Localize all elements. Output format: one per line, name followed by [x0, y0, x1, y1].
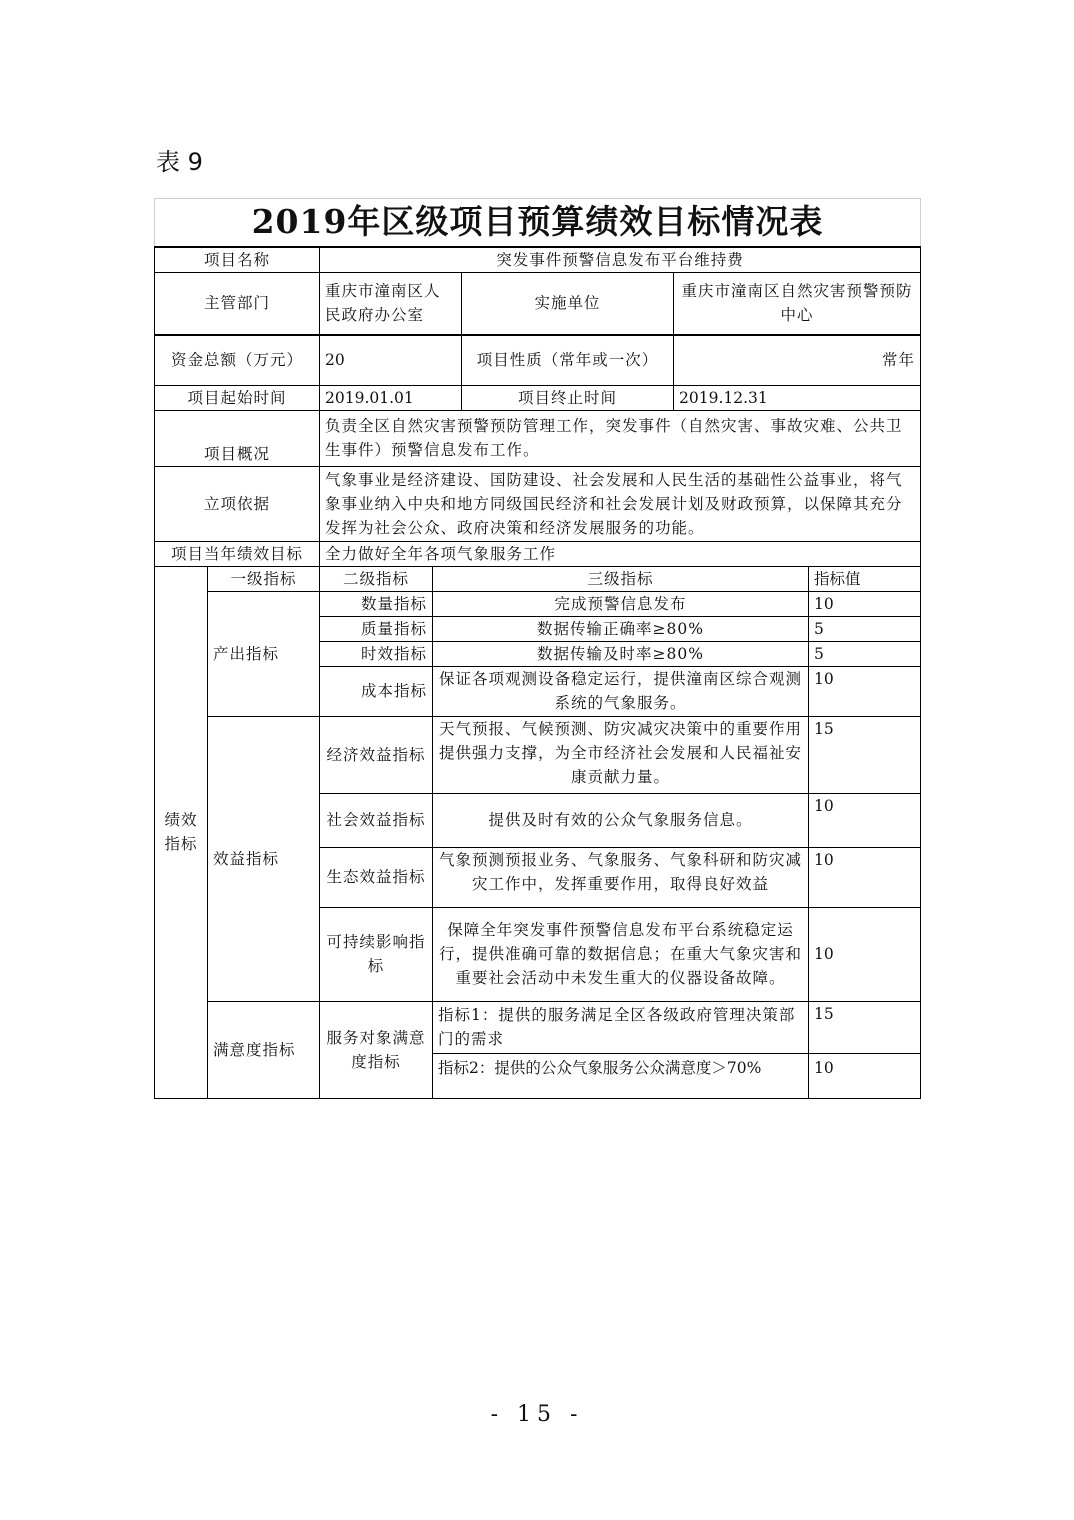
table-row-value: 5: [809, 616, 921, 641]
start-label: 项目起始时间: [155, 385, 320, 410]
performance-table: [154, 198, 921, 1099]
header-level1: 一级指标: [208, 566, 320, 591]
table-row-l3: 完成预警信息发布: [433, 591, 809, 616]
table-row-value: 10: [809, 907, 921, 1001]
goal-value: 全力做好全年各项气象服务工作: [320, 541, 921, 566]
basis-label: 立项依据: [155, 466, 320, 541]
table-row-value: 10: [809, 591, 921, 616]
project-name-label: 项目名称: [155, 247, 320, 273]
table-row-l3: 保证各项观测设备稳定运行，提供潼南区综合观测系统的气象服务。: [433, 666, 809, 716]
table-row-l3: 指标1：提供的服务满足全区各级政府管理决策部门的需求: [433, 1001, 809, 1053]
table-row-l3: 保障全年突发事件预警信息发布平台系统稳定运行，提供准确可靠的数据信息；在重大气象灾害和重要社会活动中未发生重大的仪器设备故障。: [433, 907, 809, 1001]
table-row-l2: 时效指标: [320, 641, 433, 666]
impl-label: 实施单位: [462, 272, 674, 335]
table-row-value: 10: [809, 847, 921, 907]
satisfaction-l2: 服务对象满意度指标: [320, 1001, 433, 1098]
page-number: - 15 -: [490, 1402, 584, 1427]
perf-indicator-label: 绩效指标: [155, 566, 208, 1098]
basis-value: 气象事业是经济建设、国防建设、社会发展和人民生活的基础性公益事业，将气象事业纳入中央和地方同级国民经济和社会发展计划及财政预算，以保障其充分发挥为社会公众、政府决策和经济发展服务的功能。: [320, 466, 921, 541]
table-row-value: 15: [809, 1001, 921, 1053]
group-satisfaction-label: 满意度指标: [208, 1001, 320, 1098]
table-title: 2019年区级项目预算绩效目标情况表: [155, 199, 921, 247]
table-row-value: 5: [809, 641, 921, 666]
end-value: 2019.12.31: [674, 385, 921, 410]
dept-label: 主管部门: [155, 272, 320, 335]
table-row-l2: 社会效益指标: [320, 793, 433, 847]
table-row-l2: 可持续影响指标: [320, 907, 433, 1001]
table-row-l3: 气象预测预报业务、气象服务、气象科研和防灾减灾工作中，发挥重要作用，取得良好效益: [433, 847, 809, 907]
table-row-value: 10: [809, 1053, 921, 1098]
table-row-l2: 经济效益指标: [320, 716, 433, 793]
group-benefit-label: 效益指标: [208, 716, 320, 1001]
goal-label: 项目当年绩效目标: [155, 541, 320, 566]
table-row-l2: 质量指标: [320, 616, 433, 641]
table-row-l2: 成本指标: [320, 666, 433, 716]
impl-value: 重庆市潼南区自然灾害预警预防中心: [674, 272, 921, 335]
table-row-value: 10: [809, 666, 921, 716]
table-row-l3: 数据传输及时率≥80%: [433, 641, 809, 666]
end-label: 项目终止时间: [462, 385, 674, 410]
overview-value: 负责全区自然灾害预警预防管理工作，突发事件（自然灾害、事故灾难、公共卫生事件）预警信息发布工作。: [320, 410, 921, 466]
dept-value: 重庆市潼南区人民政府办公室: [320, 272, 462, 335]
page-label: 表 9: [156, 148, 203, 176]
header-level2: 二级指标: [320, 566, 433, 591]
table-row-l2: 生态效益指标: [320, 847, 433, 907]
header-level3: 三级指标: [433, 566, 809, 591]
table-row-l3: 提供及时有效的公众气象服务信息。: [433, 793, 809, 847]
funds-value: 20: [320, 335, 462, 385]
start-value: 2019.01.01: [320, 385, 462, 410]
group-output-label: 产出指标: [208, 591, 320, 716]
table-row-l2: 数量指标: [320, 591, 433, 616]
nature-label: 项目性质（常年或一次）: [462, 335, 674, 385]
table-row-l3: 指标2：提供的公众气象服务公众满意度＞70%: [433, 1053, 809, 1098]
table-row-value: 10: [809, 793, 921, 847]
nature-value: 常年: [674, 335, 921, 385]
table-row-value: 15: [809, 716, 921, 793]
header-value: 指标值: [809, 566, 921, 591]
table-row-l3: 天气预报、气候预测、防灾减灾决策中的重要作用提供强力支撑，为全市经济社会发展和人民福祉安康贡献力量。: [433, 716, 809, 793]
table-row-l3: 数据传输正确率≥80%: [433, 616, 809, 641]
funds-label: 资金总额（万元）: [155, 335, 320, 385]
overview-label: 项目概况: [155, 410, 320, 466]
project-name-value: 突发事件预警信息发布平台维持费: [320, 247, 921, 273]
